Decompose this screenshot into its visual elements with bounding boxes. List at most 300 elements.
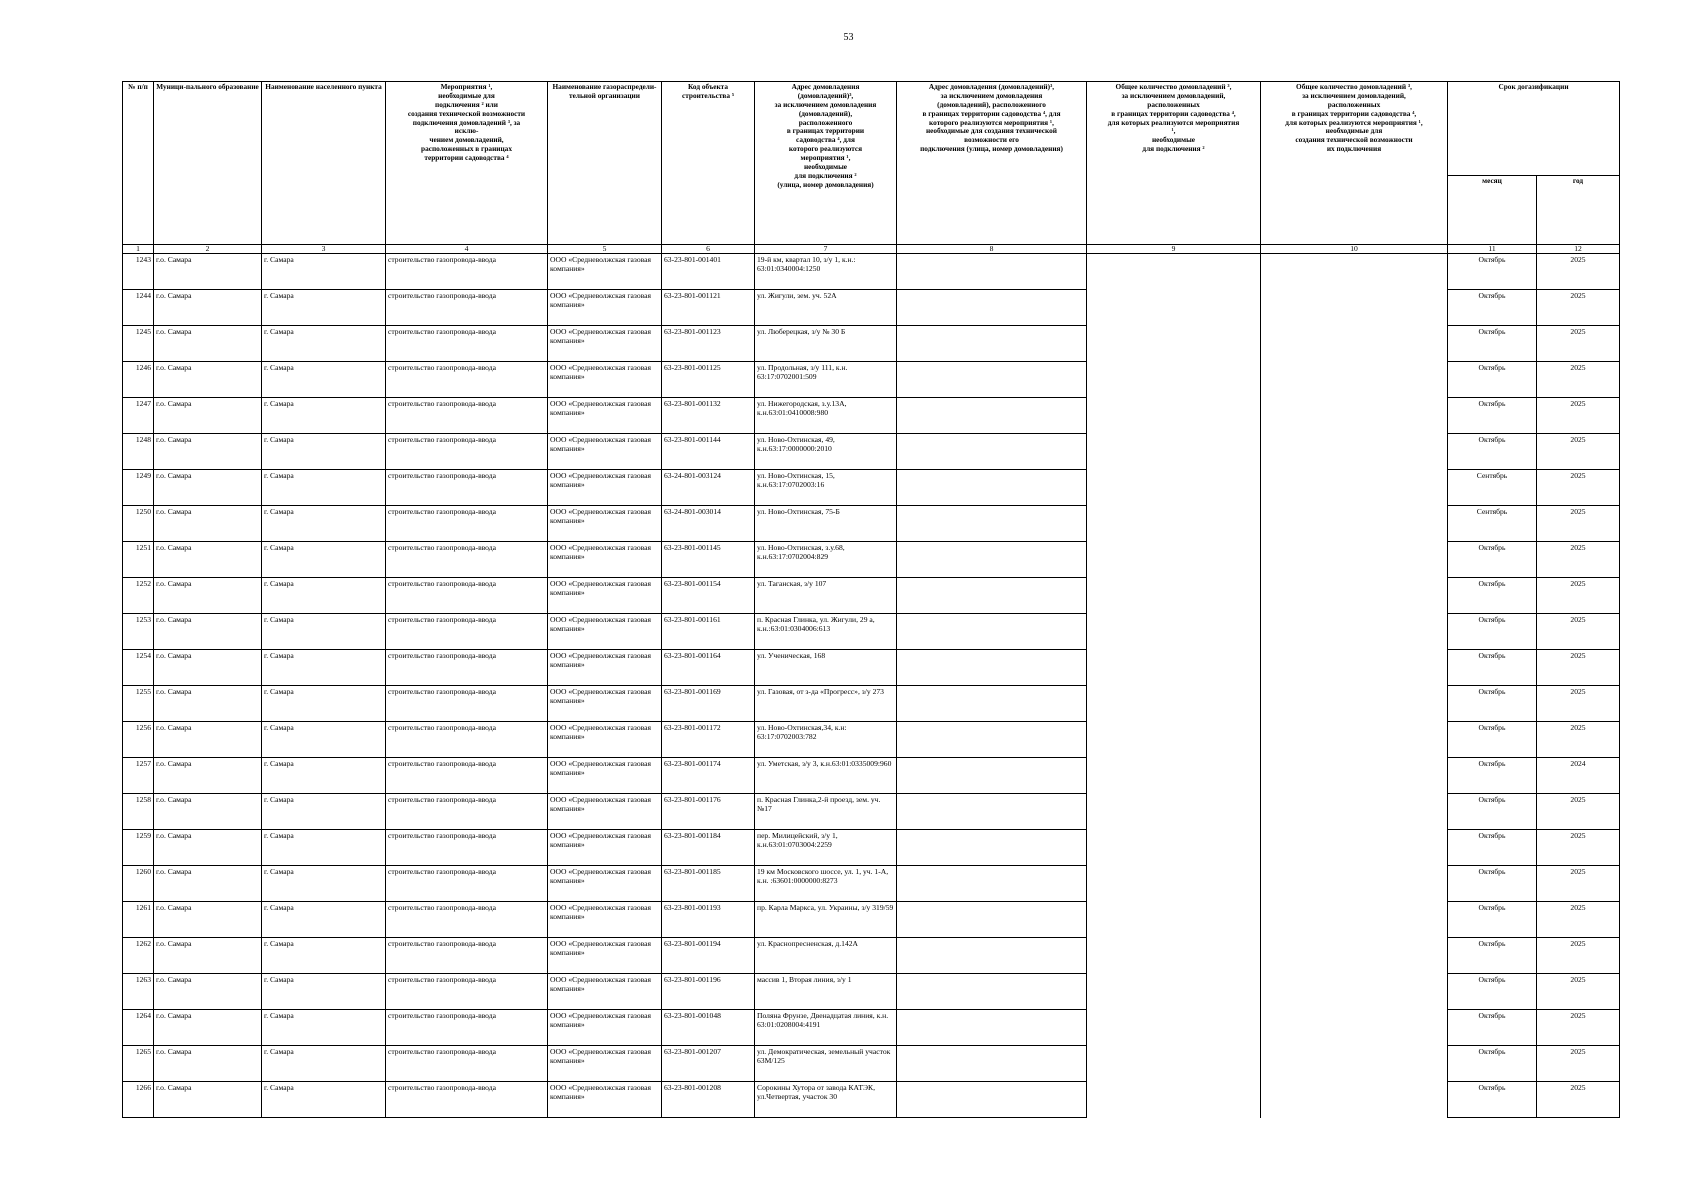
address-cell: ул. Ново-Охтинская, 49, к.н.63:17:0000000:2010 xyxy=(755,434,897,470)
organization-cell: ООО «Средневолжская газовая компания» xyxy=(548,506,662,542)
address-technical-cell xyxy=(897,542,1087,578)
organization-cell: ООО «Средневолжская газовая компания» xyxy=(548,1010,662,1046)
header-line: для которых реализуются мероприятия ¹, xyxy=(1285,117,1423,127)
object-code-cell: 63-23-801-001172 xyxy=(662,722,755,758)
count-technical-cell xyxy=(1261,326,1448,362)
header-line: (домовладений)³, xyxy=(797,90,854,100)
column-number: 11 xyxy=(1448,245,1537,254)
header-line: создания технической возможности xyxy=(1295,135,1413,145)
header-gasification-term: Срок догазификации xyxy=(1448,82,1620,176)
row-number: 1256 xyxy=(123,722,154,758)
header-line: в границах территории xyxy=(786,126,865,136)
address-cell: Поляна Фрунзе, Двенадцатая линия, к.н. 63:01:0208004:4191 xyxy=(755,1010,897,1046)
object-code-cell: 63-23-801-001193 xyxy=(662,902,755,938)
count-connection-cell xyxy=(1087,830,1261,866)
header-object-code: Код объекта строительства ⁵ xyxy=(662,82,755,245)
header-line: необходимые для xyxy=(1325,126,1383,136)
year-cell: 2025 xyxy=(1537,974,1620,1010)
address-cell: п. Красная Глинка, ул. Жигули, 29 а, к.н.:63:01:0304006:613 xyxy=(755,614,897,650)
header-municipality: Муници-пального образование xyxy=(154,82,262,245)
measure-cell: строительство газопровода-ввода xyxy=(386,254,548,290)
header-line: (улица, номер домовладения) xyxy=(777,179,874,189)
address-cell: ул. Ново-Охтинская,34, к.н: 63:17:0702003:782 xyxy=(755,722,897,758)
header-gas-organization: Наименование газораспредели-тельной организации xyxy=(548,82,662,245)
measure-cell: строительство газопровода-ввода xyxy=(386,470,548,506)
municipality-cell: г.о. Самара xyxy=(154,722,262,758)
header-line: ¹, xyxy=(1171,126,1176,136)
measure-cell: строительство газопровода-ввода xyxy=(386,578,548,614)
row-number: 1260 xyxy=(123,866,154,902)
header-line: которого реализуются мероприятия ¹, xyxy=(929,117,1054,127)
object-code-cell: 63-23-801-001196 xyxy=(662,974,755,1010)
count-connection-cell xyxy=(1087,650,1261,686)
row-number: 1258 xyxy=(123,794,154,830)
address-cell: ул. Уметская, з/у 3, к.н.63:01:0335009:960 xyxy=(755,758,897,794)
table-row xyxy=(123,1046,1620,1082)
header-line: создания технической возможности xyxy=(407,108,526,118)
count-technical-cell xyxy=(1261,434,1448,470)
table-row xyxy=(123,794,1620,830)
header-line: для подключения ² xyxy=(1142,144,1205,154)
object-code-cell: 63-23-801-001121 xyxy=(662,290,755,326)
month-cell: Октябрь xyxy=(1448,434,1537,470)
address-technical-cell xyxy=(897,794,1087,830)
header-address-connection xyxy=(755,82,897,245)
row-number: 1253 xyxy=(123,614,154,650)
header-line: в границах территории садоводства ⁴, xyxy=(1291,108,1417,118)
settlement-cell: г. Самара xyxy=(262,686,386,722)
row-number: 1254 xyxy=(123,650,154,686)
column-number: 6 xyxy=(662,245,755,254)
header-line: за исключением домовладения xyxy=(940,90,1043,100)
settlement-cell: г. Самара xyxy=(262,902,386,938)
header-line: в границах территории садоводства ⁴, для xyxy=(922,108,1061,118)
year-cell: 2025 xyxy=(1537,290,1620,326)
measure-cell: строительство газопровода-ввода xyxy=(386,290,548,326)
header-line: садоводства ⁴, для xyxy=(796,135,855,145)
count-technical-cell xyxy=(1261,758,1448,794)
table-row xyxy=(123,1082,1620,1118)
header-line: необходимые для создания технической xyxy=(925,126,1058,136)
year-cell: 2025 xyxy=(1537,326,1620,362)
column-number: 2 xyxy=(154,245,262,254)
header-line: (домовладений), расположенного xyxy=(937,99,1046,109)
row-number: 1245 xyxy=(123,326,154,362)
month-cell: Октябрь xyxy=(1448,722,1537,758)
address-technical-cell xyxy=(897,254,1087,290)
settlement-cell: г. Самара xyxy=(262,650,386,686)
organization-cell: ООО «Средневолжская газовая компания» xyxy=(548,470,662,506)
address-technical-cell xyxy=(897,722,1087,758)
address-technical-cell xyxy=(897,1046,1087,1082)
address-cell: ул. Ново-Охтинская, з.у.68, к.н.63:17:0702004:829 xyxy=(755,542,897,578)
address-technical-cell xyxy=(897,974,1087,1010)
year-cell: 2025 xyxy=(1537,362,1620,398)
table-row xyxy=(123,722,1620,758)
header-line: подключения (улица, номер домовладения) xyxy=(920,144,1063,154)
organization-cell: ООО «Средневолжская газовая компания» xyxy=(548,434,662,470)
count-connection-cell xyxy=(1087,362,1261,398)
row-number: 1244 xyxy=(123,290,154,326)
month-cell: Октябрь xyxy=(1448,1046,1537,1082)
month-cell: Октябрь xyxy=(1448,758,1537,794)
month-cell: Октябрь xyxy=(1448,1010,1537,1046)
table-row xyxy=(123,434,1620,470)
count-technical-cell xyxy=(1261,902,1448,938)
row-number: 1251 xyxy=(123,542,154,578)
row-number: 1259 xyxy=(123,830,154,866)
address-cell: ул. Демократическая, земельный участок 63М/125 xyxy=(755,1046,897,1082)
month-cell: Октябрь xyxy=(1448,254,1537,290)
count-connection-cell xyxy=(1087,398,1261,434)
year-cell: 2025 xyxy=(1537,398,1620,434)
organization-cell: ООО «Средневолжская газовая компания» xyxy=(548,578,662,614)
organization-cell: ООО «Средневолжская газовая компания» xyxy=(548,614,662,650)
object-code-cell: 63-24-801-003124 xyxy=(662,470,755,506)
count-technical-cell xyxy=(1261,794,1448,830)
table-row xyxy=(123,398,1620,434)
header-line: расположенных xyxy=(1147,99,1200,109)
count-technical-cell xyxy=(1261,650,1448,686)
row-number: 1261 xyxy=(123,902,154,938)
municipality-cell: г.о. Самара xyxy=(154,1046,262,1082)
organization-cell: ООО «Средневолжская газовая компания» xyxy=(548,1082,662,1118)
object-code-cell: 63-23-801-001184 xyxy=(662,830,755,866)
address-technical-cell xyxy=(897,902,1087,938)
month-cell: Октябрь xyxy=(1448,650,1537,686)
month-cell: Сентябрь xyxy=(1448,506,1537,542)
organization-cell: ООО «Средневолжская газовая компания» xyxy=(548,650,662,686)
count-connection-cell xyxy=(1087,434,1261,470)
row-number: 1250 xyxy=(123,506,154,542)
count-technical-cell xyxy=(1261,1046,1448,1082)
count-connection-cell xyxy=(1087,758,1261,794)
count-technical-cell xyxy=(1261,362,1448,398)
count-connection-cell xyxy=(1087,542,1261,578)
table-row xyxy=(123,578,1620,614)
header-year: год xyxy=(1537,176,1620,245)
settlement-cell: г. Самара xyxy=(262,290,386,326)
count-connection-cell xyxy=(1087,866,1261,902)
column-number: 7 xyxy=(755,245,897,254)
measure-cell: строительство газопровода-ввода xyxy=(386,866,548,902)
count-technical-cell xyxy=(1261,578,1448,614)
row-number: 1265 xyxy=(123,1046,154,1082)
address-cell: 19-й км, квартал 10, з/у 1, к.н.: 63:01:0340004:1250 xyxy=(755,254,897,290)
address-cell: Сорокины Хутора от завода КАТЭК, ул.Четвертая, участок 30 xyxy=(755,1082,897,1118)
municipality-cell: г.о. Самара xyxy=(154,830,262,866)
municipality-cell: г.о. Самара xyxy=(154,758,262,794)
measure-cell: строительство газопровода-ввода xyxy=(386,794,548,830)
settlement-cell: г. Самара xyxy=(262,866,386,902)
address-cell: ул. Ученическая, 168 xyxy=(755,650,897,686)
address-cell: ул. Жигули, зем. уч. 52А xyxy=(755,290,897,326)
header-line: Адрес домовладения (домовладений)³, xyxy=(928,82,1055,91)
organization-cell: ООО «Средневолжская газовая компания» xyxy=(548,398,662,434)
column-number: 8 xyxy=(897,245,1087,254)
settlement-cell: г. Самара xyxy=(262,758,386,794)
count-technical-cell xyxy=(1261,686,1448,722)
table-row xyxy=(123,938,1620,974)
measure-cell: строительство газопровода-ввода xyxy=(386,434,548,470)
address-technical-cell xyxy=(897,362,1087,398)
municipality-cell: г.о. Самара xyxy=(154,254,262,290)
header-line: в границах территории садоводства ⁴, xyxy=(1111,108,1236,118)
count-connection-cell xyxy=(1087,938,1261,974)
organization-cell: ООО «Средневолжская газовая компания» xyxy=(548,830,662,866)
count-connection-cell xyxy=(1087,1010,1261,1046)
row-number: 1248 xyxy=(123,434,154,470)
address-cell: пр. Карла Маркса, ул. Украины, з/у 319/59 xyxy=(755,902,897,938)
address-cell: пер. Милицейский, з/у 1, к.н.63:01:0703004:2259 xyxy=(755,830,897,866)
row-number: 1266 xyxy=(123,1082,154,1118)
header-line: за исключением домовладений, xyxy=(1121,90,1226,100)
header-line: которого реализуются xyxy=(788,144,863,154)
row-number: 1243 xyxy=(123,254,154,290)
column-number: 9 xyxy=(1087,245,1261,254)
header-line: для подключения ² xyxy=(794,170,857,180)
month-cell: Октябрь xyxy=(1448,866,1537,902)
year-cell: 2025 xyxy=(1537,650,1620,686)
header-line: (домовладений), xyxy=(798,108,853,118)
month-cell: Октябрь xyxy=(1448,362,1537,398)
table-row xyxy=(123,902,1620,938)
municipality-cell: г.о. Самара xyxy=(154,434,262,470)
measure-cell: строительство газопровода-ввода xyxy=(386,938,548,974)
header-line: исклю- xyxy=(454,126,479,136)
organization-cell: ООО «Средневолжская газовая компания» xyxy=(548,290,662,326)
municipality-cell: г.о. Самара xyxy=(154,1082,262,1118)
header-line: расположенного xyxy=(798,117,853,127)
municipality-cell: г.о. Самара xyxy=(154,902,262,938)
month-cell: Октябрь xyxy=(1448,398,1537,434)
municipality-cell: г.о. Самара xyxy=(154,470,262,506)
header-line: чением домовладений, xyxy=(429,135,504,145)
table-row xyxy=(123,830,1620,866)
table-row xyxy=(123,290,1620,326)
header-line: мероприятия ¹, xyxy=(800,153,851,163)
year-cell: 2025 xyxy=(1537,1046,1620,1082)
table-row xyxy=(123,362,1620,398)
month-cell: Октябрь xyxy=(1448,326,1537,362)
count-connection-cell xyxy=(1087,794,1261,830)
year-cell: 2025 xyxy=(1537,434,1620,470)
measure-cell: строительство газопровода-ввода xyxy=(386,1046,548,1082)
settlement-cell: г. Самара xyxy=(262,1010,386,1046)
object-code-cell: 63-23-801-001176 xyxy=(662,794,755,830)
count-connection-cell xyxy=(1087,326,1261,362)
year-cell: 2025 xyxy=(1537,542,1620,578)
month-cell: Октябрь xyxy=(1448,902,1537,938)
row-number: 1262 xyxy=(123,938,154,974)
header-month: месяц xyxy=(1448,176,1537,245)
address-technical-cell xyxy=(897,938,1087,974)
count-connection-cell xyxy=(1087,686,1261,722)
count-connection-cell xyxy=(1087,1046,1261,1082)
address-cell: 19 км Московского шоссе, ул. 1, уч. 1-А, к.н. :63601:0000000:8273 xyxy=(755,866,897,902)
header-count-connection xyxy=(1087,82,1261,245)
address-technical-cell xyxy=(897,758,1087,794)
count-technical-cell xyxy=(1261,398,1448,434)
settlement-cell: г. Самара xyxy=(262,578,386,614)
count-technical-cell xyxy=(1261,542,1448,578)
organization-cell: ООО «Средневолжская газовая компания» xyxy=(548,974,662,1010)
row-number: 1249 xyxy=(123,470,154,506)
address-technical-cell xyxy=(897,470,1087,506)
measure-cell: строительство газопровода-ввода xyxy=(386,398,548,434)
object-code-cell: 63-23-801-001144 xyxy=(662,434,755,470)
address-technical-cell xyxy=(897,578,1087,614)
year-cell: 2025 xyxy=(1537,254,1620,290)
municipality-cell: г.о. Самара xyxy=(154,506,262,542)
object-code-cell: 63-23-801-001161 xyxy=(662,614,755,650)
address-technical-cell xyxy=(897,434,1087,470)
settlement-cell: г. Самара xyxy=(262,938,386,974)
header-line: расположенных xyxy=(1327,99,1381,109)
count-connection-cell xyxy=(1087,470,1261,506)
organization-cell: ООО «Средневолжская газовая компания» xyxy=(548,1046,662,1082)
count-connection-cell xyxy=(1087,290,1261,326)
count-technical-cell xyxy=(1261,1010,1448,1046)
table-row xyxy=(123,614,1620,650)
address-cell: п. Красная Глинка,2-й проезд, зем. уч.№17 xyxy=(755,794,897,830)
year-cell: 2025 xyxy=(1537,506,1620,542)
month-cell: Октябрь xyxy=(1448,686,1537,722)
object-code-cell: 63-23-801-001048 xyxy=(662,1010,755,1046)
measure-cell: строительство газопровода-ввода xyxy=(386,830,548,866)
measure-cell: строительство газопровода-ввода xyxy=(386,1082,548,1118)
header-line: необходимые xyxy=(1151,135,1196,145)
header-line: Мероприятия ¹, xyxy=(440,82,493,91)
address-technical-cell xyxy=(897,1082,1087,1118)
object-code-cell: 63-23-801-001169 xyxy=(662,686,755,722)
month-cell: Октябрь xyxy=(1448,290,1537,326)
year-cell: 2025 xyxy=(1537,470,1620,506)
object-code-cell: 63-23-801-001154 xyxy=(662,578,755,614)
organization-cell: ООО «Средневолжская газовая компания» xyxy=(548,794,662,830)
measure-cell: строительство газопровода-ввода xyxy=(386,722,548,758)
header-line: территории садоводства ⁴ xyxy=(424,153,509,163)
count-technical-cell xyxy=(1261,830,1448,866)
organization-cell: ООО «Средневолжская газовая компания» xyxy=(548,542,662,578)
month-cell: Октябрь xyxy=(1448,1082,1537,1118)
address-technical-cell xyxy=(897,290,1087,326)
settlement-cell: г. Самара xyxy=(262,470,386,506)
organization-cell: ООО «Средневолжская газовая компания» xyxy=(548,362,662,398)
measure-cell: строительство газопровода-ввода xyxy=(386,614,548,650)
year-cell: 2025 xyxy=(1537,794,1620,830)
measure-cell: строительство газопровода-ввода xyxy=(386,1010,548,1046)
year-cell: 2025 xyxy=(1537,614,1620,650)
object-code-cell: 63-23-801-001123 xyxy=(662,326,755,362)
settlement-cell: г. Самара xyxy=(262,1082,386,1118)
year-cell: 2025 xyxy=(1537,578,1620,614)
gasification-table xyxy=(122,81,1620,1118)
settlement-cell: г. Самара xyxy=(262,326,386,362)
table-row xyxy=(123,254,1620,290)
month-cell: Октябрь xyxy=(1448,794,1537,830)
table-row xyxy=(123,650,1620,686)
header-address-technical xyxy=(897,82,1087,245)
address-technical-cell xyxy=(897,326,1087,362)
header-measures xyxy=(386,82,548,245)
header-line: необходимые xyxy=(803,162,848,172)
year-cell: 2025 xyxy=(1537,722,1620,758)
count-technical-cell xyxy=(1261,506,1448,542)
address-cell: ул. Таганская, з/у 107 xyxy=(755,578,897,614)
address-technical-cell xyxy=(897,614,1087,650)
settlement-cell: г. Самара xyxy=(262,398,386,434)
count-technical-cell xyxy=(1261,290,1448,326)
measure-cell: строительство газопровода-ввода xyxy=(386,506,548,542)
settlement-cell: г. Самара xyxy=(262,434,386,470)
column-number: 1 xyxy=(123,245,154,254)
settlement-cell: г. Самара xyxy=(262,614,386,650)
header-line: для которых реализуются мероприятия xyxy=(1107,117,1240,127)
row-number: 1257 xyxy=(123,758,154,794)
address-technical-cell xyxy=(897,1010,1087,1046)
settlement-cell: г. Самара xyxy=(262,1046,386,1082)
year-cell: 2025 xyxy=(1537,938,1620,974)
year-cell: 2025 xyxy=(1537,686,1620,722)
table-row xyxy=(123,686,1620,722)
year-cell: 2025 xyxy=(1537,1010,1620,1046)
count-technical-cell xyxy=(1261,470,1448,506)
count-technical-cell xyxy=(1261,974,1448,1010)
address-technical-cell xyxy=(897,866,1087,902)
row-number: 1255 xyxy=(123,686,154,722)
settlement-cell: г. Самара xyxy=(262,794,386,830)
count-connection-cell xyxy=(1087,578,1261,614)
measure-cell: строительство газопровода-ввода xyxy=(386,650,548,686)
object-code-cell: 63-23-801-001132 xyxy=(662,398,755,434)
municipality-cell: г.о. Самара xyxy=(154,686,262,722)
address-technical-cell xyxy=(897,830,1087,866)
address-technical-cell xyxy=(897,398,1087,434)
address-cell: массив 1, Вторая линия, з/у 1 xyxy=(755,974,897,1010)
header-line: Общее количество домовладений ³, xyxy=(1115,82,1232,91)
object-code-cell: 63-23-801-001401 xyxy=(662,254,755,290)
month-cell: Октябрь xyxy=(1448,614,1537,650)
object-code-cell: 63-23-801-001174 xyxy=(662,758,755,794)
measure-cell: строительство газопровода-ввода xyxy=(386,362,548,398)
month-cell: Октябрь xyxy=(1448,542,1537,578)
count-technical-cell xyxy=(1261,614,1448,650)
header-number: № п/п xyxy=(123,82,154,245)
municipality-cell: г.о. Самара xyxy=(154,866,262,902)
measure-cell: строительство газопровода-ввода xyxy=(386,686,548,722)
measure-cell: строительство газопровода-ввода xyxy=(386,758,548,794)
address-cell: ул. Ново-Охтинская, 15, к.н.63:17:0702003:16 xyxy=(755,470,897,506)
object-code-cell: 63-23-801-001185 xyxy=(662,866,755,902)
column-number: 4 xyxy=(386,245,548,254)
settlement-cell: г. Самара xyxy=(262,542,386,578)
header-line: за исключением домовладения xyxy=(774,99,877,109)
header-line: Общее количество домовладений ³, xyxy=(1296,82,1412,91)
municipality-cell: г.о. Самара xyxy=(154,614,262,650)
address-cell: ул. Люберецкая, з/у № 30 Б xyxy=(755,326,897,362)
row-number: 1247 xyxy=(123,398,154,434)
count-technical-cell xyxy=(1261,722,1448,758)
municipality-cell: г.о. Самара xyxy=(154,1010,262,1046)
row-number: 1263 xyxy=(123,974,154,1010)
header-line: необходимые для xyxy=(438,90,495,100)
settlement-cell: г. Самара xyxy=(262,974,386,1010)
object-code-cell: 63-23-801-001145 xyxy=(662,542,755,578)
organization-cell: ООО «Средневолжская газовая компания» xyxy=(548,938,662,974)
header-line: Адрес домовладения xyxy=(791,82,860,91)
header-settlement: Наименование населенного пункта xyxy=(262,82,386,245)
